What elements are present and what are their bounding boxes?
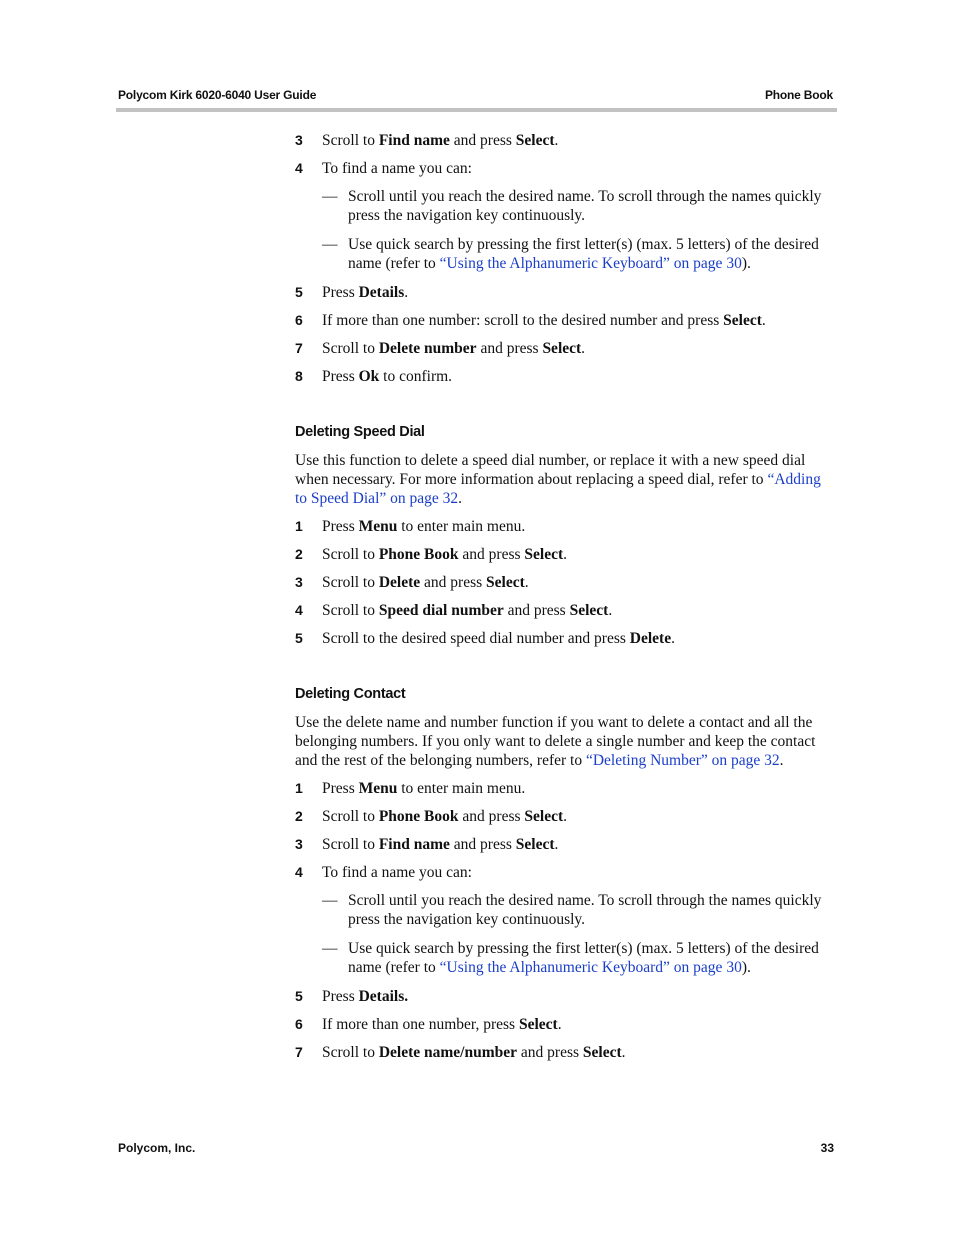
page-number: 33 bbox=[820, 1141, 834, 1155]
step-item: 1 Press Menu to enter main menu. bbox=[295, 518, 526, 535]
step-number: 3 bbox=[295, 574, 303, 590]
step-number: 3 bbox=[295, 132, 303, 148]
step-number: 1 bbox=[295, 518, 303, 534]
step-item: 7 Scroll to Delete name/number and press Select. bbox=[295, 1044, 626, 1061]
running-header-section: Phone Book bbox=[764, 88, 833, 102]
step-item: 2 Scroll to Phone Book and press Select. bbox=[295, 808, 568, 825]
step-number: 8 bbox=[295, 368, 303, 384]
dash-bullet: — bbox=[322, 236, 338, 253]
sub-bullet: — Scroll until you reach the desired name. To scroll through the names quickly press the navigation key continuously. bbox=[322, 892, 822, 928]
step-number: 4 bbox=[295, 864, 303, 880]
section-intro: Use this function to delete a speed dial number, or replace it with a new speed dial when necessary. For more information about replacing a speed dial, refer to “Adding to Speed Dial” on page 32. bbox=[295, 452, 821, 507]
step-number: 5 bbox=[295, 988, 303, 1004]
dash-bullet: — bbox=[322, 892, 338, 909]
sub-bullet: — Scroll until you reach the desired name. To scroll through the names quickly press the navigation key continuously. bbox=[322, 188, 822, 224]
step-number: 5 bbox=[295, 284, 303, 300]
step-item: 5 Press Details. bbox=[295, 988, 409, 1005]
step-number: 6 bbox=[295, 312, 303, 328]
sub-bullet: — Use quick search by pressing the first letter(s) (max. 5 letters) of the desired name (refer to “Using the Alphanumeric Keyboard” on page 30). bbox=[322, 940, 819, 976]
dash-bullet: — bbox=[322, 188, 338, 205]
step-number: 4 bbox=[295, 160, 303, 176]
xref-link[interactable]: “Using the Alphanumeric Keyboard” on page 30 bbox=[439, 255, 742, 272]
step-item: 5 Press Details. bbox=[295, 284, 409, 301]
step-item: 5 Scroll to the desired speed dial number and press Delete. bbox=[295, 630, 675, 647]
xref-link[interactable]: “Deleting Number” on page 32 bbox=[585, 752, 780, 769]
section-heading-contact: Deleting Contact bbox=[295, 686, 406, 702]
running-header-title: Polycom Kirk 6020-6040 User Guide bbox=[118, 88, 317, 102]
step-number: 2 bbox=[295, 808, 303, 824]
step-item: 3 Scroll to Delete and press Select. bbox=[295, 574, 529, 591]
step-item: 7 Scroll to Delete number and press Select. bbox=[295, 340, 586, 357]
step-item: 4 To find a name you can: bbox=[295, 160, 472, 177]
xref-link[interactable]: “Adding to Speed Dial” on page 32 bbox=[295, 471, 821, 507]
step-item: 4 Scroll to Speed dial number and press Select. bbox=[295, 602, 613, 619]
step-number: 5 bbox=[295, 630, 303, 646]
sub-bullet: — Use quick search by pressing the first letter(s) (max. 5 letters) of the desired name (refer to “Using the Alphanumeric Keyboard” on page 30). bbox=[322, 236, 819, 272]
step-number: 1 bbox=[295, 780, 303, 796]
step-item: 6 If more than one number, press Select. bbox=[295, 1016, 562, 1033]
page-content bbox=[295, 131, 835, 1071]
step-number: 4 bbox=[295, 602, 303, 618]
step-item: 4 To find a name you can: bbox=[295, 864, 472, 881]
step-item: 3 Scroll to Find name and press Select. bbox=[295, 132, 559, 149]
step-item: 3 Scroll to Find name and press Select. bbox=[295, 836, 559, 853]
header-rule bbox=[116, 108, 837, 112]
section-heading-speed-dial: Deleting Speed Dial bbox=[295, 424, 425, 440]
step-number: 7 bbox=[295, 340, 303, 356]
step-item: 8 Press Ok to confirm. bbox=[295, 368, 453, 385]
dash-bullet: — bbox=[322, 940, 338, 957]
step-item: 2 Scroll to Phone Book and press Select. bbox=[295, 546, 568, 563]
step-number: 7 bbox=[295, 1044, 303, 1060]
step-item: 6 If more than one number: scroll to the desired number and press Select. bbox=[295, 312, 766, 329]
section-intro: Use the delete name and number function if you want to delete a contact and all the belonging numbers. If you only want to delete a single number and keep the contact and the rest of the belonging numbers, refer to “Deleting Number” on page 32. bbox=[295, 714, 816, 769]
footer-company: Polycom, Inc. bbox=[118, 1141, 196, 1155]
step-number: 3 bbox=[295, 836, 303, 852]
step-item: 1 Press Menu to enter main menu. bbox=[295, 780, 526, 797]
step-number: 2 bbox=[295, 546, 303, 562]
step-number: 6 bbox=[295, 1016, 303, 1032]
xref-link[interactable]: “Using the Alphanumeric Keyboard” on page 30 bbox=[439, 959, 742, 976]
